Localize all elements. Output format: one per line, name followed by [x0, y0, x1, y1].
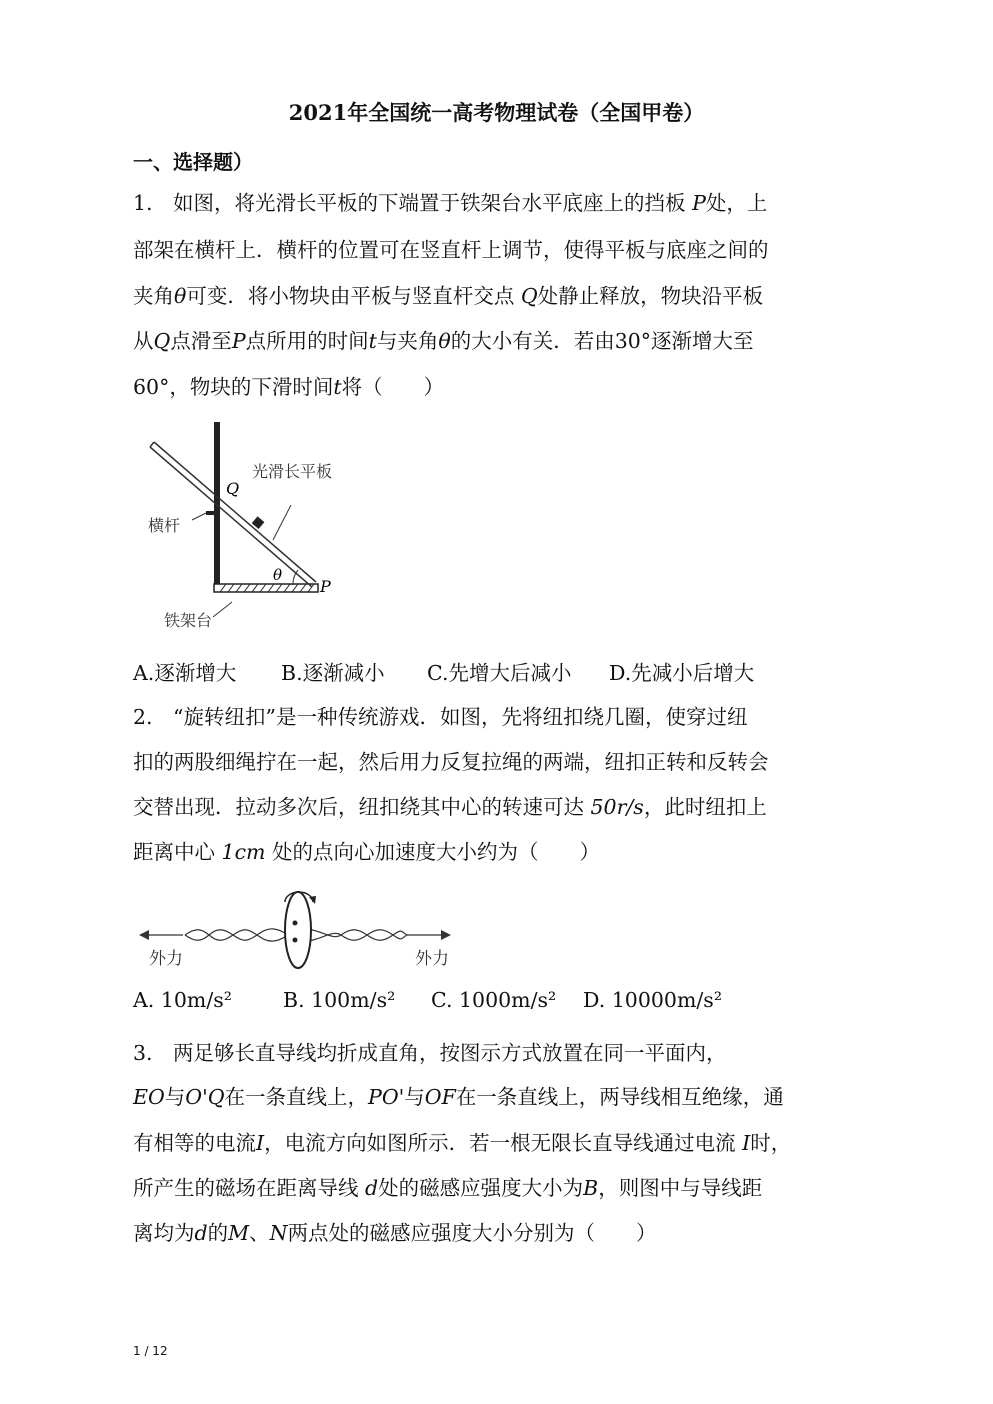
q2-option-a[interactable]: A. 10m/s²	[133, 988, 233, 1012]
label-stand: 铁架台	[164, 611, 213, 630]
label-force-right: 外力	[415, 949, 449, 969]
label-crossbar: 横杆	[148, 516, 181, 535]
q3-line-4: 所产生的磁场在距离导线 d处的磁感应强度大小为B，则图中与导线距	[133, 1176, 763, 1200]
q3-line-1: 3. 两足够长直导线均折成直角，按图示方式放置在同一平面内，	[133, 1041, 727, 1065]
spinning-button	[285, 892, 311, 968]
q3-line-3: 有相等的电流I，电流方向如图所示．若一根无限长直导线通过电流 I时，	[133, 1131, 792, 1155]
crossbar	[206, 511, 214, 515]
label-plate: 光滑长平板	[252, 462, 333, 481]
label-theta: θ	[273, 566, 283, 584]
q1-line-3: 夹角θ可变．将小物块由平板与竖直杆交点 Q处静止释放，物块沿平板	[133, 284, 764, 308]
incline-figure	[140, 420, 380, 635]
q2-option-d[interactable]: D. 10000m/s²	[583, 988, 723, 1012]
label-p: P	[320, 577, 331, 596]
q1-line-5: 60°，物块的下滑时间t将（ ）	[133, 375, 445, 399]
button-spin-figure	[135, 880, 465, 970]
q1-line-1: 1. 如图，将光滑长平板的下端置于铁架台水平底座上的挡板 P处，上	[133, 191, 768, 215]
q1-option-a[interactable]: A.逐渐增大	[133, 661, 237, 685]
q3-line-2: EO与O'Q在一条直线上，PO'与OF在一条直线上，两导线相互绝缘，通	[133, 1085, 784, 1109]
q2-line-4: 距离中心 1cm 处的点向心加速度大小约为（ ）	[133, 840, 601, 864]
q2-line-1: 2. “旋转纽扣”是一种传统游戏．如图，先将纽扣绕几圈，使穿过纽	[133, 705, 748, 729]
left-arrow-icon	[139, 930, 149, 940]
page-title: 2021年全国统一高考物理试卷（全国甲卷）	[288, 100, 705, 125]
right-arrow-icon	[441, 930, 451, 940]
q1-line-4: 从Q点滑至P点所用的时间t与夹角θ的大小有关．若由30°逐渐增大至	[133, 329, 754, 353]
page-number: 1 / 12	[133, 1344, 168, 1358]
q1-option-b[interactable]: B.逐渐减小	[281, 661, 385, 685]
q1-line-2: 部架在横杆上．横杆的位置可在竖直杆上调节，使得平板与底座之间的	[133, 238, 769, 262]
q1-option-d[interactable]: D.先减小后增大	[609, 661, 755, 685]
q2-line-3: 交替出现．拉动多次后，纽扣绕其中心的转速可达 50r/s，此时纽扣上	[133, 795, 767, 819]
q2-line-2: 扣的两股细绳拧在一起，然后用力反复拉绳的两端，纽扣正转和反转会	[133, 750, 769, 774]
label-force-left: 外力	[149, 949, 183, 969]
q1-option-c[interactable]: C.先增大后减小	[427, 661, 572, 685]
q2-option-b[interactable]: B. 100m/s²	[283, 988, 396, 1012]
q3-line-5: 离均为d的M、N两点处的磁感应强度大小分别为（ ）	[133, 1221, 657, 1245]
q2-option-c[interactable]: C. 1000m/s²	[431, 988, 557, 1012]
section-heading: 一、选择题）	[133, 150, 253, 174]
label-q: Q	[226, 479, 240, 498]
